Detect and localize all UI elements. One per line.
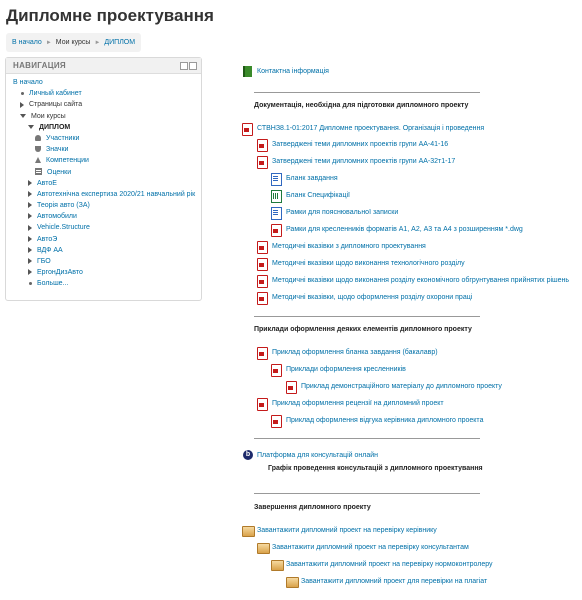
dock-icon[interactable] [180, 62, 188, 70]
grades-table-icon [35, 168, 42, 175]
nav-course-link[interactable]: ГБО [37, 258, 51, 265]
chevron-right-icon: ► [45, 40, 52, 46]
section-title: Приклади оформлення деяких елементів дипломного проекту [254, 326, 472, 333]
divider [254, 493, 480, 494]
collapse-arrow-icon[interactable] [20, 114, 26, 118]
resource-link[interactable]: СТВНЗ8.1-01:2017 Дипломне проектування. Організація і проведення [257, 125, 485, 132]
badge-icon [35, 146, 41, 152]
contact-info-link[interactable]: Контактна інформація [257, 68, 329, 75]
section-title: Завершення дипломного проекту [254, 504, 371, 511]
resource-link[interactable]: Методичні вказівки з дипломного проектування [272, 243, 426, 250]
resource-link[interactable]: Рамки для пояснювальної записки [286, 209, 399, 216]
spreadsheet-icon [271, 190, 282, 203]
expand-arrow-icon[interactable] [28, 247, 32, 253]
page-title: Дипломне проектування [6, 6, 214, 25]
pdf-icon [271, 364, 282, 377]
assignment-icon [286, 577, 299, 588]
nav-current-course[interactable]: ДИПЛОМ [39, 123, 71, 131]
users-icon [35, 135, 41, 141]
nav-course-link[interactable]: ВДФ АА [37, 246, 63, 254]
expand-arrow-icon[interactable] [28, 202, 32, 208]
collapse-arrow-icon[interactable] [28, 125, 34, 129]
pdf-icon [257, 139, 268, 152]
section-title: Документація, необхідна для підготовки дипломного проекту [254, 102, 469, 109]
pdf-icon [257, 292, 268, 305]
nav-course-link[interactable]: Автомобили [37, 213, 77, 221]
expand-arrow-icon[interactable] [20, 102, 24, 108]
nav-grades-link[interactable]: Оценки [47, 168, 72, 176]
pdf-icon [257, 258, 268, 271]
resource-link[interactable]: Методичні вказівки щодо виконання розділу економічного обгрунтування прийнятих рішень [272, 277, 570, 284]
nav-course-link[interactable]: Теорія авто (ЗА) [37, 202, 90, 210]
pdf-icon [257, 398, 268, 411]
bullet-icon [21, 92, 24, 95]
pdf-icon [257, 275, 268, 288]
breadcrumb-my-courses[interactable]: Мои курсы [55, 39, 91, 46]
expand-arrow-icon[interactable] [28, 258, 32, 264]
assignment-icon [271, 560, 284, 571]
nav-my-courses[interactable]: Мои курсы [31, 112, 66, 120]
resource-link[interactable]: Методичні вказівки, щодо оформлення розділу охорони праці [272, 294, 473, 301]
nav-course-link[interactable]: ЕргонДизАвто [37, 269, 83, 277]
divider [254, 92, 480, 93]
nav-site-pages[interactable]: Страницы сайта [29, 101, 83, 109]
nav-badges-link[interactable]: Значки [46, 146, 69, 154]
breadcrumb-current-course[interactable]: ДИПЛОМ [104, 39, 136, 46]
resource-link[interactable]: Бланк Специфікації [286, 192, 350, 199]
bullet-icon [29, 282, 32, 285]
resource-link[interactable]: Методичні вказівки щодо виконання технологічного розділу [272, 260, 465, 267]
nav-course-link[interactable]: АвтоЕ [37, 179, 57, 187]
nav-course-link[interactable]: Vehicle.Structure [37, 224, 90, 232]
pdf-icon [257, 156, 268, 169]
resource-link[interactable]: Затверджені теми дипломних проектів групи АА-41-16 [272, 141, 449, 148]
word-document-icon [271, 173, 282, 186]
assignment-link[interactable]: Завантажити дипломний проект на перевірку нормоконтролеру [286, 561, 493, 568]
nav-course-link[interactable]: АвтоЭ [37, 235, 58, 243]
breadcrumb [6, 33, 141, 52]
resource-link[interactable]: Приклад оформлення бланка завдання (бакалавр) [272, 349, 438, 356]
assignment-link[interactable]: Завантажити дипломний проект на перевірку консультантам [272, 544, 469, 551]
assignment-link[interactable]: Завантажити дипломний проект на перевірку керівнику [257, 527, 437, 534]
section-title: Графік проведення консультацій з дипломного проектування [268, 465, 483, 472]
assignment-link[interactable]: Завантажити дипломний проект для перевірки на плагіат [301, 578, 488, 585]
chevron-right-icon: ► [94, 40, 101, 46]
resource-link[interactable]: Приклад оформлення рецензії на дипломний проект [272, 400, 444, 407]
resource-link[interactable]: Приклад оформлення відгука керівника дипломного проекта [286, 417, 484, 424]
pdf-icon [257, 347, 268, 360]
assignment-icon [257, 543, 270, 554]
pdf-icon [271, 415, 282, 428]
pdf-icon [257, 241, 268, 254]
nav-participants-link[interactable]: Участники [46, 134, 80, 142]
navigation-block [5, 57, 202, 301]
bigbluebutton-icon: b [243, 450, 253, 460]
assignment-icon [242, 526, 255, 537]
resource-link[interactable]: Приклади оформлення кресленників [286, 366, 406, 373]
nav-competencies-link[interactable]: Компетенции [46, 157, 89, 165]
online-consultation-link[interactable]: Платформа для консультацій онлайн [257, 452, 379, 459]
nav-course-link[interactable]: Автотехнічна експертиза 2020/21 навчальний рік [37, 190, 196, 198]
word-document-icon [271, 207, 282, 220]
nav-home-link[interactable]: В начало [13, 79, 43, 86]
pdf-icon [242, 123, 253, 136]
resource-link[interactable]: Рамки для кресленників форматів А1, А2, А3 та А4 з розширенням *.dwg [286, 226, 523, 233]
resource-link[interactable]: Приклад демонстраційного матеріалу до дипломного проекту [301, 383, 502, 390]
resource-link[interactable]: Затверджені теми дипломних проектів групи АА-32т1-17 [272, 158, 456, 165]
pdf-icon [271, 224, 282, 237]
navigation-header [6, 58, 201, 74]
expand-arrow-icon[interactable] [28, 269, 32, 275]
expand-arrow-icon[interactable] [28, 191, 32, 197]
divider [254, 438, 480, 439]
collapse-icon[interactable] [189, 62, 197, 70]
expand-arrow-icon[interactable] [28, 180, 32, 186]
divider [254, 316, 480, 317]
expand-arrow-icon[interactable] [28, 236, 32, 242]
nav-dashboard-link[interactable]: Личный кабинет [29, 90, 82, 98]
expand-arrow-icon[interactable] [28, 213, 32, 219]
navigation-title: НАВИГАЦИЯ [13, 61, 66, 70]
book-icon [243, 66, 252, 77]
breadcrumb-home[interactable]: В начало [12, 39, 42, 46]
resource-link[interactable]: Бланк завдання [286, 175, 338, 182]
competency-icon [35, 157, 41, 163]
nav-more-link[interactable]: Больше... [37, 280, 69, 288]
pdf-icon [286, 381, 297, 394]
expand-arrow-icon[interactable] [28, 225, 32, 231]
